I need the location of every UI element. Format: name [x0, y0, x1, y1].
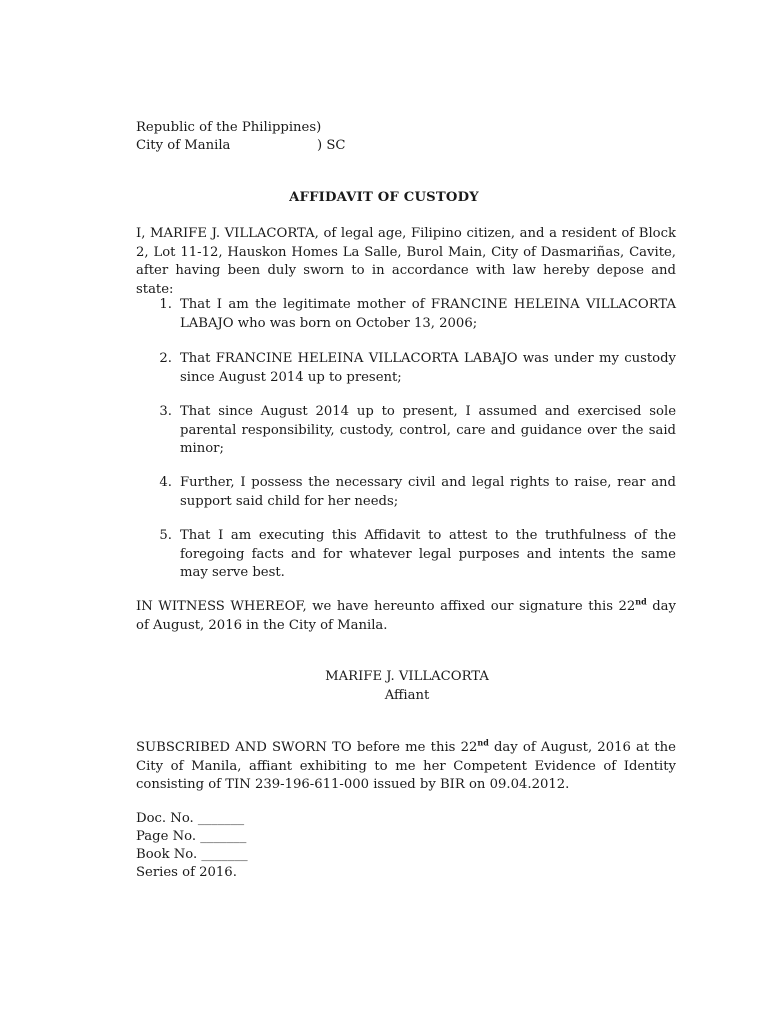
item-5-number: 5. [159, 528, 172, 543]
item-3-text: That since August 2014 up to present, I assumed and exercised sole parental responsibility, custody, control, care and guidance over the said minor; [180, 404, 676, 456]
item-2-number: 2. [159, 351, 172, 366]
item-3-number: 3. [159, 404, 172, 419]
jurat-text-after: day of August, 2016 at the City of Manila, affiant exhibiting to me her Competent Evidence of Identity consisting of TIN 239-196-611-000 issued by BIR on 09.04.2012. [136, 740, 676, 792]
item-2-text: That FRANCINE HELEINA VILLACORTA LABAJO was under my custody since August 2014 up to present; [180, 351, 676, 385]
caption-sc: ) SC [317, 138, 346, 153]
intro-paragraph: I, MARIFE J. VILLACORTA, of legal age, Filipino citizen, and a resident of Block 2, Lot 11-12, Hauskon Homes La Salle, Burol Main, City of Dasmariñas, Cavite, after having been duly sworn to in accordance with law hereby depose and state: [136, 226, 676, 297]
jurat-paragraph [136, 739, 676, 795]
witness-text-before: IN WITNESS WHEREOF, we have hereunto affixed our signature this 22 [136, 599, 636, 614]
doc-number: Doc. No. _______ [136, 811, 245, 826]
witness-ordinal: nd [635, 596, 647, 607]
item-5-text: That I am executing this Affidavit to attest to the truthfulness of the foregoing facts and for whatever legal purposes and intents the same may serve best. [180, 528, 676, 580]
item-4-text: Further, I possess the necessary civil and legal rights to raise, rear and support said child for her needs; [180, 475, 676, 509]
jurat-ordinal: nd [477, 737, 489, 748]
item-1-number: 1. [159, 297, 172, 312]
series-year: Series of 2016. [136, 865, 237, 880]
jurat-text-before: SUBSCRIBED AND SWORN TO before me this 22 [136, 740, 478, 755]
item-1-text: That I am the legitimate mother of FRANCINE HELEINA VILLACORTA LABAJO who was born on October 13, 2006; [180, 297, 676, 331]
document-title: AFFIDAVIT OF CUSTODY [289, 190, 479, 205]
witness-paragraph [136, 598, 676, 635]
affiant-role: Affiant [384, 688, 430, 703]
witness-text-after: day of August, 2016 in the City of Manila. [136, 599, 676, 633]
page-number: Page No. _______ [136, 829, 247, 844]
affiant-name: MARIFE J. VILLACORTA [325, 669, 489, 684]
book-number: Book No. _______ [136, 847, 248, 862]
caption-city: City of Manila [136, 138, 231, 153]
item-4-number: 4. [159, 475, 172, 490]
caption-republic: Republic of the Philippines) [136, 120, 322, 135]
